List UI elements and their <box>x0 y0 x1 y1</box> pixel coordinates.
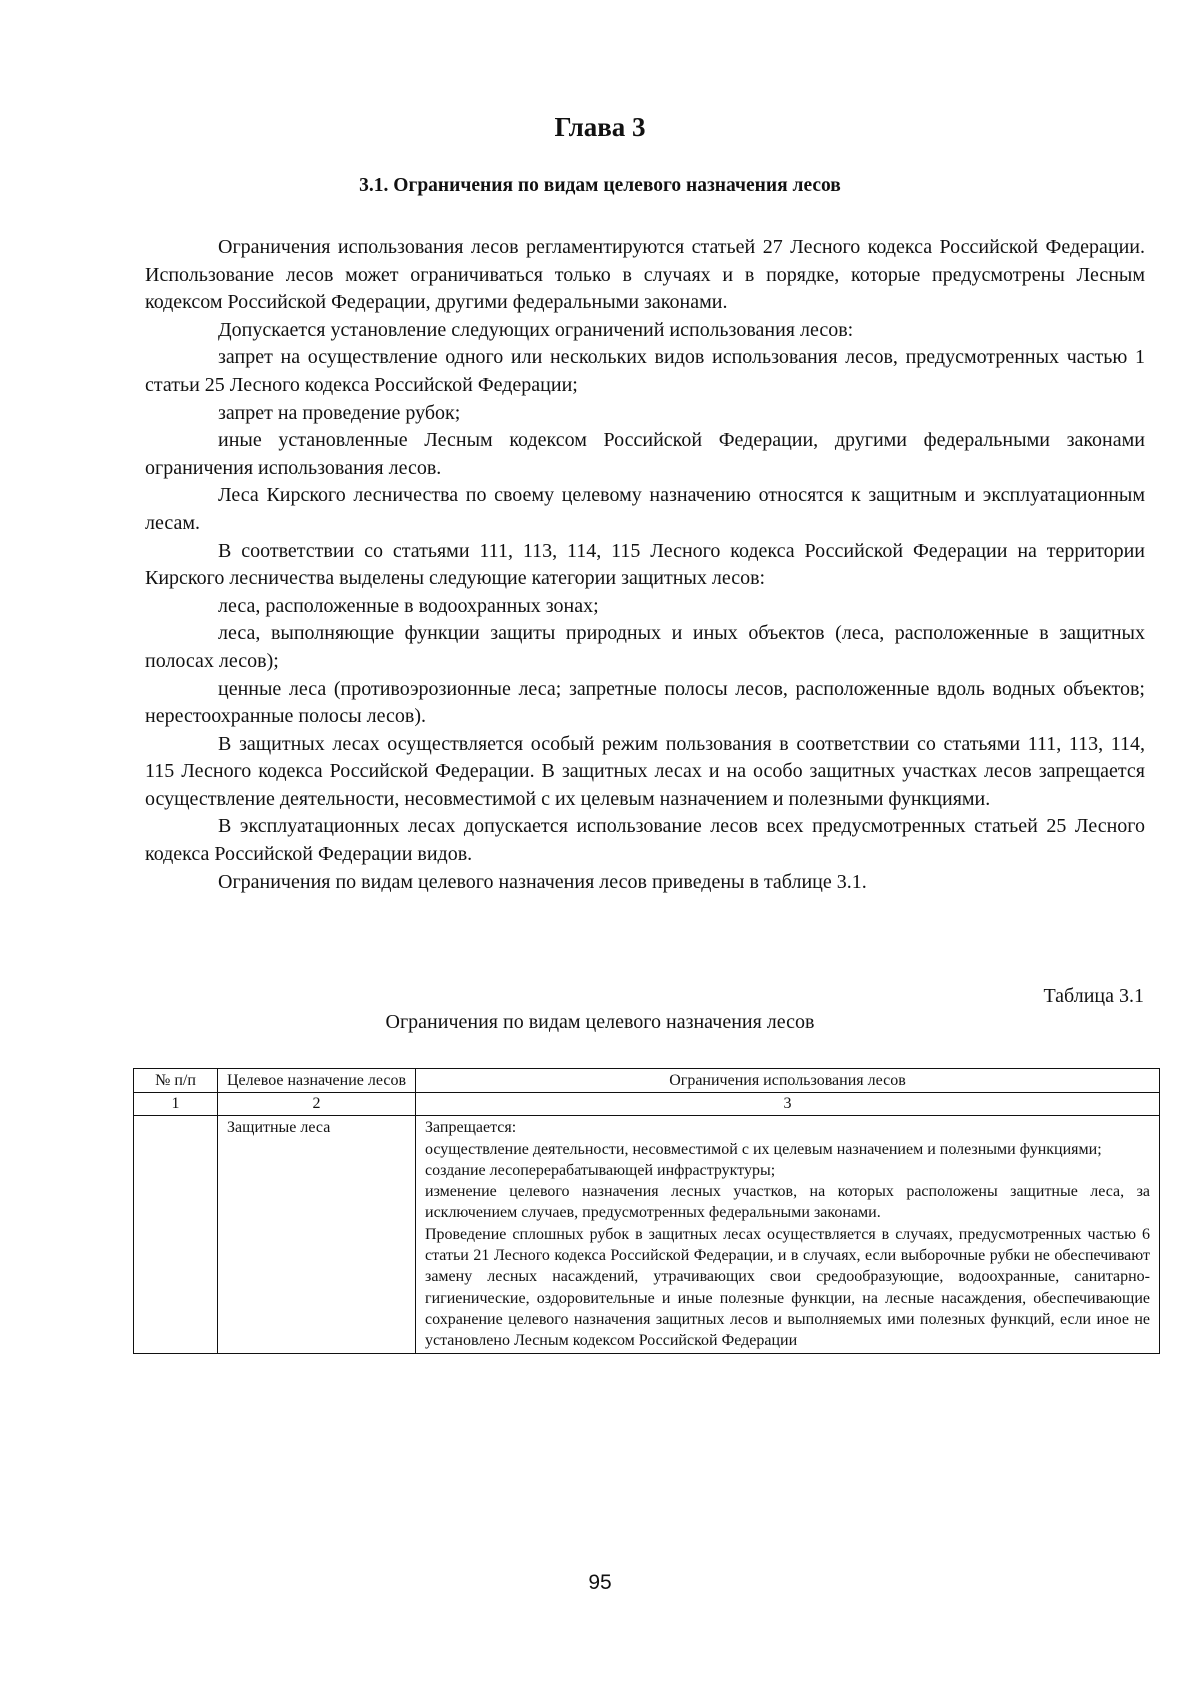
column-number: 2 <box>218 1093 416 1116</box>
table-header-row <box>134 1069 1160 1093</box>
paragraph: Ограничения по видам целевого назначения лесов приведены в таблице 3.1. <box>218 870 867 893</box>
section-title: 3.1. Ограничения по видам целевого назначения лесов <box>359 175 841 196</box>
header-number: № п/п <box>134 1069 218 1093</box>
cell-limits <box>416 1116 1160 1353</box>
body-text <box>145 234 1145 896</box>
restrictions-table <box>133 1068 1160 1354</box>
limit-item: осуществление деятельности, несовместимой с их целевым назначением и полезными функциями; <box>425 1140 1102 1158</box>
column-number: 1 <box>134 1093 218 1116</box>
paragraph: леса, выполняющие функции защиты природных и иных объектов (леса, расположенные в защитных полосах лесов); <box>145 622 1145 672</box>
table-label: Таблица 3.1 <box>1043 985 1144 1007</box>
page-number: 95 <box>588 1571 612 1594</box>
paragraph: запрет на осуществление одного или нескольких видов использования лесов, предусмотренных частью 1 статьи 25 Лесного кодекса Российской Федерации; <box>145 346 1145 396</box>
column-number-row <box>134 1093 1160 1116</box>
cell-number <box>134 1116 218 1353</box>
header-purpose: Целевое назначение лесов <box>218 1069 416 1093</box>
paragraph: запрет на проведение рубок; <box>218 401 461 424</box>
paragraph: В защитных лесах осуществляется особый режим пользования в соответствии со статьями 111, 113, 114, 115 Лесного кодекса Российской Федерации. В защитных лесах и на особо защитных участках лесов запрещается осуществление деятельности, несовместимой с их целевым назначением и полезными функциями. <box>145 732 1145 810</box>
paragraph: ценные леса (противоэрозионные леса; запретные полосы лесов, расположенные вдоль водных объектов; нерестоохранные полосы лесов). <box>145 677 1145 728</box>
column-number: 3 <box>416 1093 1160 1116</box>
limit-item: изменение целевого назначения лесных участков, на которых расположены защитные леса, за исключением случаев, предусмотренных федеральными законами. <box>425 1183 1150 1222</box>
paragraph: В соответствии со статьями 111, 113, 114, 115 Лесного кодекса Российской Федерации на территории Кирского лесничества выделены следующие категории защитных лесов: <box>145 539 1145 590</box>
limit-item: создание лесоперерабатывающей инфраструктуры; <box>425 1161 776 1179</box>
limit-item: Запрещается: <box>425 1119 517 1137</box>
paragraph: Леса Кирского лесничества по своему целевому назначению относятся к защитным и эксплуатационным лесам. <box>145 484 1145 534</box>
paragraph: иные установленные Лесным кодексом Российской Федерации, другими федеральными законами ограничения использования лесов. <box>145 429 1145 479</box>
table-title: Ограничения по видам целевого назначения лесов <box>385 1011 815 1033</box>
cell-purpose: Защитные леса <box>218 1116 416 1353</box>
paragraph: Ограничения использования лесов регламентируются статьей 27 Лесного кодекса Российской Федерации. Использование лесов может ограничиваться только в случаях и в порядке, которые предусмотрены Лесным кодексом Российской Федерации, другими федеральными законами. <box>145 236 1145 314</box>
chapter-title: Глава 3 <box>554 112 646 142</box>
paragraph: В эксплуатационных лесах допускается использование лесов всех предусмотренных статьей 25 Лесного кодекса Российской Федерации видов. <box>145 815 1145 866</box>
paragraph: Допускается установление следующих ограничений использования лесов: <box>218 318 854 341</box>
header-limits: Ограничения использования лесов <box>416 1069 1160 1093</box>
paragraph: леса, расположенные в водоохранных зонах; <box>218 594 599 617</box>
table-row <box>134 1116 1160 1353</box>
limit-item: Проведение сплошных рубок в защитных лесах осуществляется в случаях, предусмотренных частью 6 статьи 21 Лесного кодекса Российской Федерации, и в случаях, если выборочные рубки не обеспечивают замену лесных насаждений, утрачивающих свои средообразующие, водоохранные, санитарно-гигиенические, оздоровительные и иные полезные функции, на лесные насаждения, обеспечивающие сохранение целевого назначения защитных лесов и выполняемых ими полезных функций, если иное не установлено Лесным кодексом Российской Федерации <box>425 1225 1150 1350</box>
